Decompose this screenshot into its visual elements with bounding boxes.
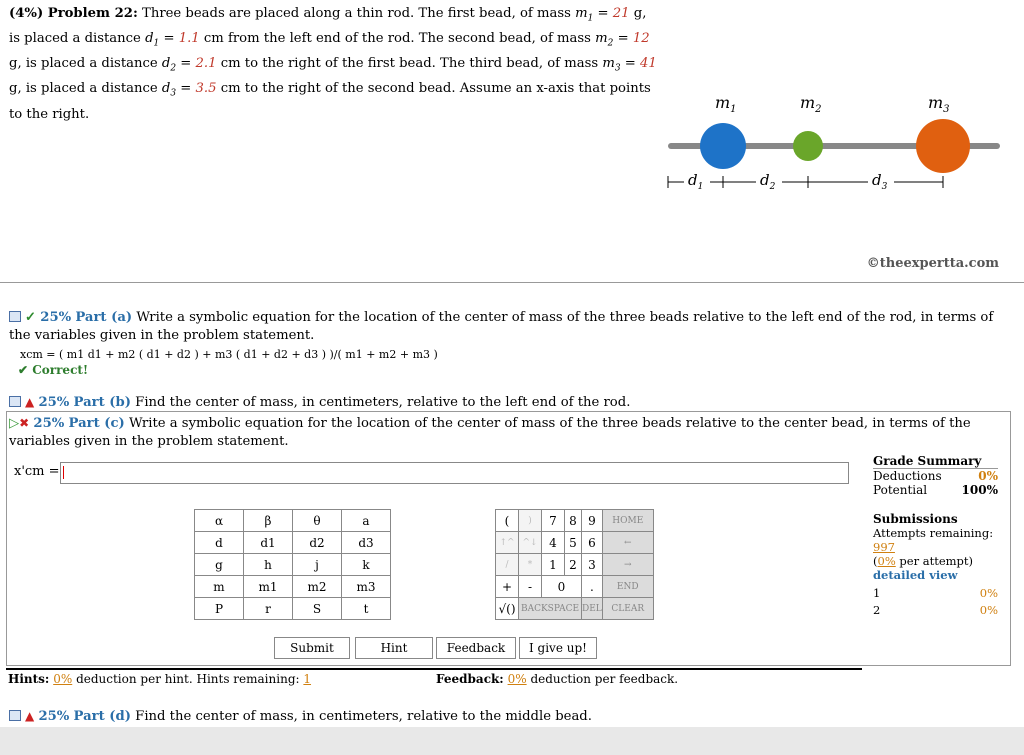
key-2[interactable]: 2 — [565, 554, 582, 576]
part-d-label: Part (d) — [73, 709, 131, 724]
key-backspace[interactable]: BACKSPACE — [519, 598, 582, 620]
m1-label: $m_1$ — [715, 93, 737, 115]
answer-input[interactable] — [60, 462, 849, 484]
key-4[interactable]: 4 — [542, 532, 565, 554]
key-P[interactable]: P — [195, 598, 244, 620]
key-left-arrow[interactable]: ← — [602, 532, 653, 554]
key-clear[interactable]: CLEAR — [602, 598, 653, 620]
key-k[interactable]: k — [342, 554, 391, 576]
warning-icon: ▲ — [25, 395, 35, 409]
key-minus[interactable]: - — [519, 576, 542, 598]
numeric-keypad — [495, 509, 654, 620]
bottom-bar — [0, 727, 1024, 755]
bead-3 — [916, 119, 970, 173]
part-a: ✓ 25% Part (a) Write a symbolic equation for the location of the center of mass of the three beads relative to the left end of the rod, in terms of the variables given in the problem statement. — [9, 310, 994, 343]
key-8[interactable]: 8 — [565, 510, 582, 532]
correct-status: ✔ Correct! — [18, 363, 89, 377]
part-a-equation: xcm = ( m1 d1 + m2 ( d1 + d2 ) + m3 ( d1 + d2 + d3 ) )/( m1 + m2 + m3 ) — [20, 348, 438, 361]
m1-value: 21 — [612, 6, 630, 21]
key-end[interactable]: END — [602, 576, 653, 598]
bead-1 — [700, 123, 746, 169]
answer-label: x'cm = — [14, 464, 60, 479]
key-m2[interactable]: m2 — [293, 576, 342, 598]
key-m3[interactable]: m3 — [342, 576, 391, 598]
collapse-icon[interactable] — [9, 311, 21, 322]
key-g[interactable]: g — [195, 554, 244, 576]
key-5[interactable]: 5 — [565, 532, 582, 554]
key-theta[interactable]: θ — [293, 510, 342, 532]
key-a[interactable]: a — [342, 510, 391, 532]
m2-label: $m_2$ — [800, 93, 822, 115]
key-j[interactable]: j — [293, 554, 342, 576]
feedback-button[interactable]: Feedback — [436, 637, 516, 659]
variable-keypad — [194, 509, 391, 620]
copyright-credit: ©theexpertta.com — [866, 256, 999, 271]
d2-label: $d_2$ — [760, 171, 776, 192]
key-d2[interactable]: d2 — [293, 532, 342, 554]
key-del[interactable]: DEL — [582, 598, 603, 620]
hints-info: Hints: 0% deduction per hint. Hints remaining: 1 — [8, 672, 312, 686]
play-arrow-icon: ▷ — [9, 416, 20, 431]
collapse-icon[interactable] — [9, 710, 21, 721]
m1-symbol: $m_1$ — [575, 6, 594, 24]
key-sqrt[interactable]: √() — [496, 598, 519, 620]
key-3[interactable]: 3 — [582, 554, 603, 576]
key-beta[interactable]: β — [244, 510, 293, 532]
key-divide[interactable]: / — [496, 554, 519, 576]
problem-statement: (4%) Problem 22: Three beads are placed along a thin rod. The first bead, of mass $m_1 = 21$ g, is placed a distance $d_1 = 1.1$ cm from the left end of the rod. The second bead, of mass $m_2 = 12$ g, is placed a distance $d_2 = 2.1$ cm to the right of the first bead. The third bead, of mass $m_3 = 41$ g, is placed a distance $d_3 = 3.5$ cm to the right of the second bead. Assume an x-axis that points to the right. — [9, 6, 657, 122]
key-h[interactable]: h — [244, 554, 293, 576]
m2-value: 12 — [632, 31, 650, 47]
key-subscript[interactable]: ^↓ — [519, 532, 542, 554]
part-c-label: Part (c) — [68, 416, 125, 431]
key-9[interactable]: 9 — [582, 510, 603, 532]
submissions-panel: Submissions Attempts remaining: 997 (0% per attempt) detailed view 1 0% 2 0% — [873, 512, 998, 617]
part-a-label: Part (a) — [75, 310, 133, 325]
key-decimal[interactable]: . — [582, 576, 603, 598]
d1-label: $d_1$ — [688, 171, 704, 192]
key-6[interactable]: 6 — [582, 532, 603, 554]
key-m[interactable]: m — [195, 576, 244, 598]
divider — [0, 282, 1024, 283]
hint-feedback-bar — [6, 668, 862, 706]
submit-button[interactable]: Submit — [274, 637, 350, 659]
key-alpha[interactable]: α — [195, 510, 244, 532]
part-d: ▲ 25% Part (d) Find the center of mass, in centimeters, relative to the middle bead. — [9, 707, 592, 726]
d3-label: $d_3$ — [872, 171, 888, 192]
key-d1[interactable]: d1 — [244, 532, 293, 554]
key-d[interactable]: d — [195, 532, 244, 554]
bead-2 — [793, 131, 823, 161]
part-c: ▷✖ 25% Part (c) Write a symbolic equation for the location of the center of mass of the three beads relative to the center bead, in terms of the variables given in the problem statement. — [9, 416, 971, 449]
key-open-paren[interactable]: ( — [496, 510, 519, 532]
key-plus[interactable]: + — [496, 576, 519, 598]
key-7[interactable]: 7 — [542, 510, 565, 532]
key-t[interactable]: t — [342, 598, 391, 620]
part-b-label: Part (b) — [73, 395, 131, 410]
collapse-icon[interactable] — [9, 396, 21, 407]
d2-value: 2.1 — [195, 56, 217, 72]
key-0[interactable]: 0 — [542, 576, 582, 598]
key-S[interactable]: S — [293, 598, 342, 620]
hint-button[interactable]: Hint — [355, 637, 433, 659]
key-multiply[interactable]: * — [519, 554, 542, 576]
key-d3[interactable]: d3 — [342, 532, 391, 554]
x-icon: ✖ — [19, 416, 30, 430]
key-close-paren[interactable]: ) — [519, 510, 542, 532]
give-up-button[interactable]: I give up! — [519, 637, 597, 659]
part-b: ▲ 25% Part (b) Find the center of mass, in centimeters, relative to the left end of the rod. — [9, 393, 630, 412]
detailed-view-link[interactable]: detailed view — [873, 568, 958, 582]
key-right-arrow[interactable]: → — [602, 554, 653, 576]
checkmark-icon: ✓ — [25, 310, 37, 325]
warning-icon: ▲ — [25, 709, 35, 723]
d3-value: 3.5 — [195, 81, 217, 97]
m3-value: 41 — [640, 56, 657, 72]
key-1[interactable]: 1 — [542, 554, 565, 576]
problem-label: (4%) Problem 22: — [9, 6, 138, 21]
key-superscript[interactable]: ↑^ — [496, 532, 519, 554]
key-m1[interactable]: m1 — [244, 576, 293, 598]
text-cursor — [63, 466, 64, 479]
key-r[interactable]: r — [244, 598, 293, 620]
feedback-info: Feedback: 0% deduction per feedback. — [436, 672, 679, 686]
grade-summary: Grade Summary Deductions 0% Potential 100% — [873, 454, 998, 497]
m3-label: $m_3$ — [928, 93, 950, 115]
beads-figure — [660, 88, 1010, 198]
key-home[interactable]: HOME — [602, 510, 653, 532]
d1-value: 1.1 — [178, 31, 200, 47]
